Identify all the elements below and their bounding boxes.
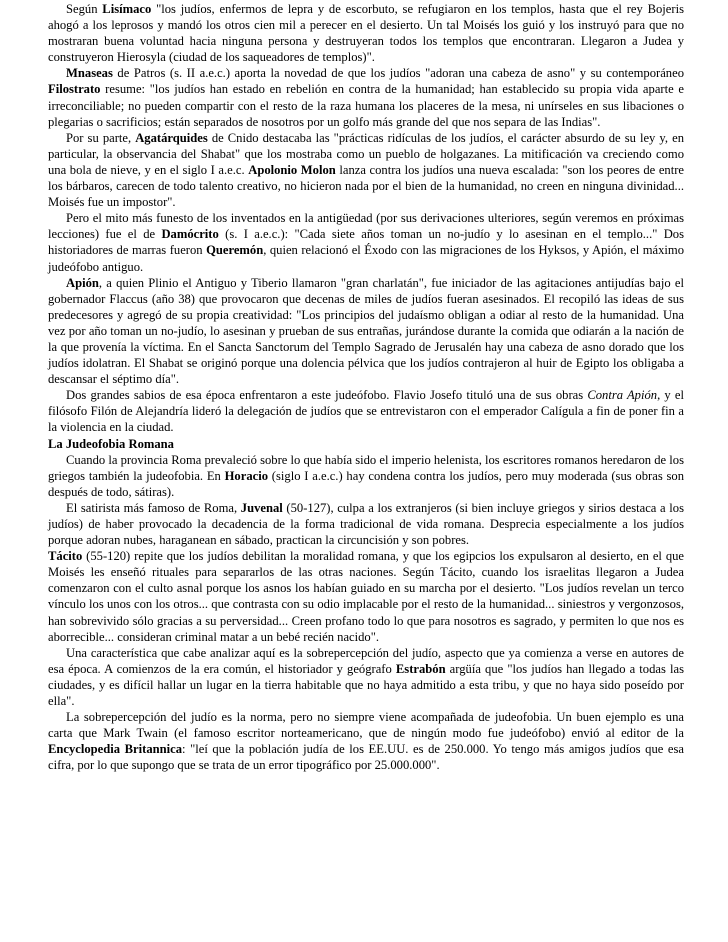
bold-term: Agatárquides [135,130,208,145]
text-run: de Cnido destacaba las "prácticas ridículas de los judíos, el carácter absurdo de su ley y, en particular, la observancia del Shabat" que los mostraba como un pueblo de holgazanes. La mitificación va creciendo como una bola de nieve, y en el siglo I a.e.c. [48,130,684,177]
bold-term: Estrabón [395,661,446,676]
text-run: Cuando la provincia Roma prevaleció sobre lo que había sido el imperio helenista, los escritores romanos heredaron de los griegos también la judeofobia. En [48,452,684,483]
bold-term: Filostrato [48,82,101,97]
text-run: (50-127), culpa a los extranjeros (si bien incluye griegos y sirios destaca a los judíos) de haber provocado la decadencia de la forma tradicional de vida romana. Desprecia especialmente a los judíos porque adoran nubes, haraganean en sábado, practican la circuncisión y son pobres. [48,500,684,548]
text-column [48,1,684,774]
paragraphs-after-heading [48,452,684,774]
paragraphs-before-heading [48,1,684,436]
paragraph-p3 [48,130,684,210]
paragraph-p2 [48,65,684,129]
paragraph-p5 [48,275,684,388]
italic-title: Contra Apión [587,388,658,403]
bold-term: Encyclopedia Britannica [48,742,183,757]
paragraph-p11 [48,709,684,773]
section-heading: La Judeofobia Romana [48,436,174,451]
bold-term: Tácito [48,549,83,564]
bold-term: Apolonio Molon [248,162,336,177]
text-run: El satirista más famoso de Roma, [66,500,241,515]
text-run: : "leí que la población judía de los EE.UU. es de 250.000. Yo tengo más amigos judíos que esa cifra, por lo que supongo que se trata de un error tipográfico por 25.000.000". [48,742,685,773]
text-run: , y el filósofo Filón de Alejandría lideró la delegación de judíos que se entrevistaron con el emperador Calígula a fin de poner fin a la violencia en la ciudad. [48,388,684,435]
paragraph-p9 [48,548,684,645]
bold-term: Queremón [206,243,264,258]
text-run: Dos grandes sabios de esa época enfrentaron a este judeófobo. Flavio Josefo tituló una de sus obras [66,388,588,403]
text-run: (55-120) repite que los judíos debilitan la moralidad romana, y que los egipcios los expulsaron al desierto, en el que Moisés les enseñó rituales para separarlos de las otras naciones. Según Tácito, cuando los israelitas llegaron a Judea comenzaron con el culto asnal porque los asnos los habían guiado en su marcha por el desierto. "Los judíos revelan un terco vínculo los unos con los otros... que contrasta con su odio implacable por el resto de la humanidad... siniestros y vergonzosos, han sobrevivido sólo gracias a su perversidad... Creen profano todo lo que para nosotros es sagrado, y permiten lo que nos es aborrecible... consideran criminal matar a un bebé recién nacido". [48,549,684,644]
text-run: resume: "los judíos han estado en rebelión en contra de la humanidad; han establecido su propia vida aparte e irreconciliable; no pueden compartir con el resto de la raza humana los placeres de la mesa, ni unírseles en sus libaciones o plegarias o sacrificios; están separados de nosotros por un golfo más grande del que nos separa de las Indias". [48,82,684,129]
bold-term: Juvenal [240,500,283,515]
text-run: , quien relacionó el Éxodo con las migraciones de los Hyksos, y Apión, el máximo judeófobo antiguo. [48,243,684,274]
paragraph-p6 [48,387,684,435]
text-run: , a quien Plinio el Antiguo y Tiberio llamaron "gran charlatán", fue iniciador de las agitaciones antijudías bajo el gobernador Flaccus (año 38) que provocaron que decenas de miles de judíos fueran asesinados. El recopiló las ideas de sus predecesores y agregó de su propia creatividad: "Los principios del judaísmo obligan a odiar al resto de la humanidad. Una vez por año toman un no-judío, lo asesinan y prueban de sus entrañas, jurándose durante la comida que odiarán a la nación de la que provenía la víctima. En el Sancta Sanctorum del Templo Sagrado de Jerusalén hay una cabeza de asno dorado que los judíos idolatran. El Shabat se originó porque una dolencia pélvica que los judíos contrajeron al huir de Egipto los obligaba a descansar el séptimo día". [48,275,684,387]
text-run: Por su parte, [66,130,136,145]
text-run: Según [66,2,103,16]
paragraph-p10 [48,645,684,709]
text-run: lanza contra los judíos una nueva escalada: "son los peores de entre los bárbaros, carecen de todo talento creativo, no hicieron nada por el bien de la humanidad, no creen en ninguna divinidad... Moisés fue un impostor". [48,162,684,210]
text-run: Pero el mito más funesto de los inventados en la antigüedad (por sus derivaciones ulteriores, según veremos en próximas lecciones) fue el de [48,211,684,242]
bold-term: Damócrito [161,227,219,242]
text-run: La sobrepercepción del judío es la norma, pero no siempre viene acompañada de judeofobia. Un buen ejemplo es una carta que Mark Twain (el famoso escritor norteamericano, que de ningún modo fue judeófobo) envió al editor de la [48,710,684,741]
paragraph-p4 [48,210,684,274]
bold-term: Apión [66,275,99,290]
paragraph-p1 [48,1,684,65]
bold-term: Lisímaco [102,2,152,16]
text-run: (siglo I a.e.c.) hay condena contra los judíos, pero muy moderada (sus obras son después de todo, sátiras). [48,468,684,499]
text-run: argüía que "los judíos han llegado a todas las ciudades, y es difícil hallar un lugar en la tierra habitable que no haya admitido a esta tribu, y que no haya sido poseído por ella". [48,661,684,709]
text-run: (s. I a.e.c.): "Cada siete años toman un no-judío y lo asesinan en el templo..." Dos historiadores de marras fueron [48,227,684,258]
text-run: de Patros (s. II a.e.c.) aporta la novedad de que los judíos "adoran una cabeza de asno" y su contemporáneo [112,66,684,81]
bold-term: Horacio [224,468,269,483]
bold-term: Mnaseas [66,66,113,81]
text-run: Una característica que cabe analizar aquí es la sobrepercepción del judío, aspecto que ya comienza a verse en autores de esa época. A comienzos de la era común, el historiador y geógrafo [48,645,684,676]
text-run: "los judíos, enfermos de lepra y de escorbuto, se refugiaron en los templos, hasta que el rey Bojeris ahogó a los leprosos y mandó los otros cien mil a perecer en el desierto. Un tal Moisés los guió y los instruyó para que no mostraran buena voluntad hacia ninguna persona y destruyeran todos los templos que encontraran. Llegaron a Judea y construyeron Hierosyla (ciudad de los saqueadores de templos)". [48,2,684,65]
paragraph-p8 [48,500,684,548]
paragraph-p7 [48,452,684,500]
